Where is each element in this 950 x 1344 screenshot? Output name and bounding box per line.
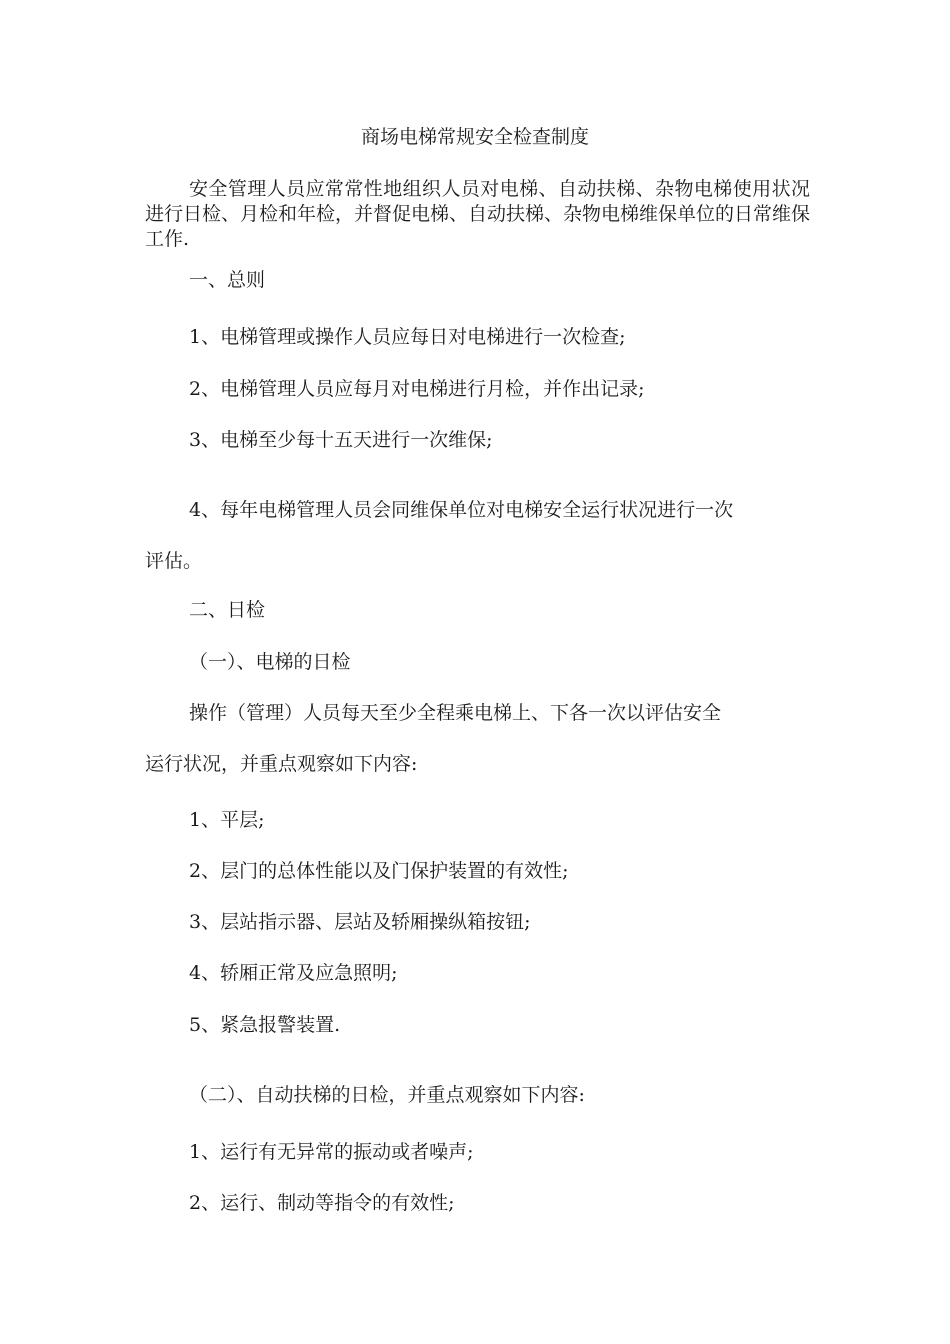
document-title: 商场电梯常规安全检查制度 <box>360 126 589 148</box>
list-item: 4、每年电梯管理人员会同维保单位对电梯安全运行状况进行一次 <box>189 499 734 521</box>
list-item: 1、平层; <box>189 809 265 831</box>
list-item: 4、轿厢正常及应急照明; <box>189 962 398 984</box>
list-item: 1、运行有无异常的振动或者噪声; <box>189 1141 474 1163</box>
list-item: 2、电梯管理人员应每月对电梯进行月检，并作出记录; <box>189 378 645 400</box>
section-heading-daily-check: 二、日检 <box>189 599 266 621</box>
paragraph-line: 操作（管理）人员每天至少全程乘电梯上、下各一次以评估安全 <box>189 702 722 724</box>
section-heading-general: 一、总则 <box>189 269 266 291</box>
intro-paragraph: 安全管理人员应常常性地组织人员对电梯、自动扶梯、杂物电梯使用状况进行日检、月检和年检，并督促电梯、自动扶梯、杂物电梯维保单位的日常维保工作. <box>145 178 811 250</box>
list-item: 3、层站指示器、层站及轿厢操纵箱按钮; <box>189 911 531 933</box>
list-item-continuation: 评估。 <box>145 550 203 572</box>
subsection-heading-escalator: （二）、自动扶梯的日检，并重点观察如下内容: <box>189 1084 585 1106</box>
list-item: 2、层门的总体性能以及门保护装置的有效性; <box>189 860 569 882</box>
list-item: 5、紧急报警装置. <box>189 1014 341 1036</box>
list-item: 3、电梯至少每十五天进行一次维保; <box>189 429 493 451</box>
paragraph-line: 运行状况，并重点观察如下内容: <box>145 753 418 775</box>
list-item: 2、运行、制动等指令的有效性; <box>189 1192 455 1214</box>
list-item: 1、电梯管理或操作人员应每日对电梯进行一次检查; <box>189 326 626 348</box>
subsection-heading-elevator: （一）、电梯的日检 <box>189 651 351 673</box>
